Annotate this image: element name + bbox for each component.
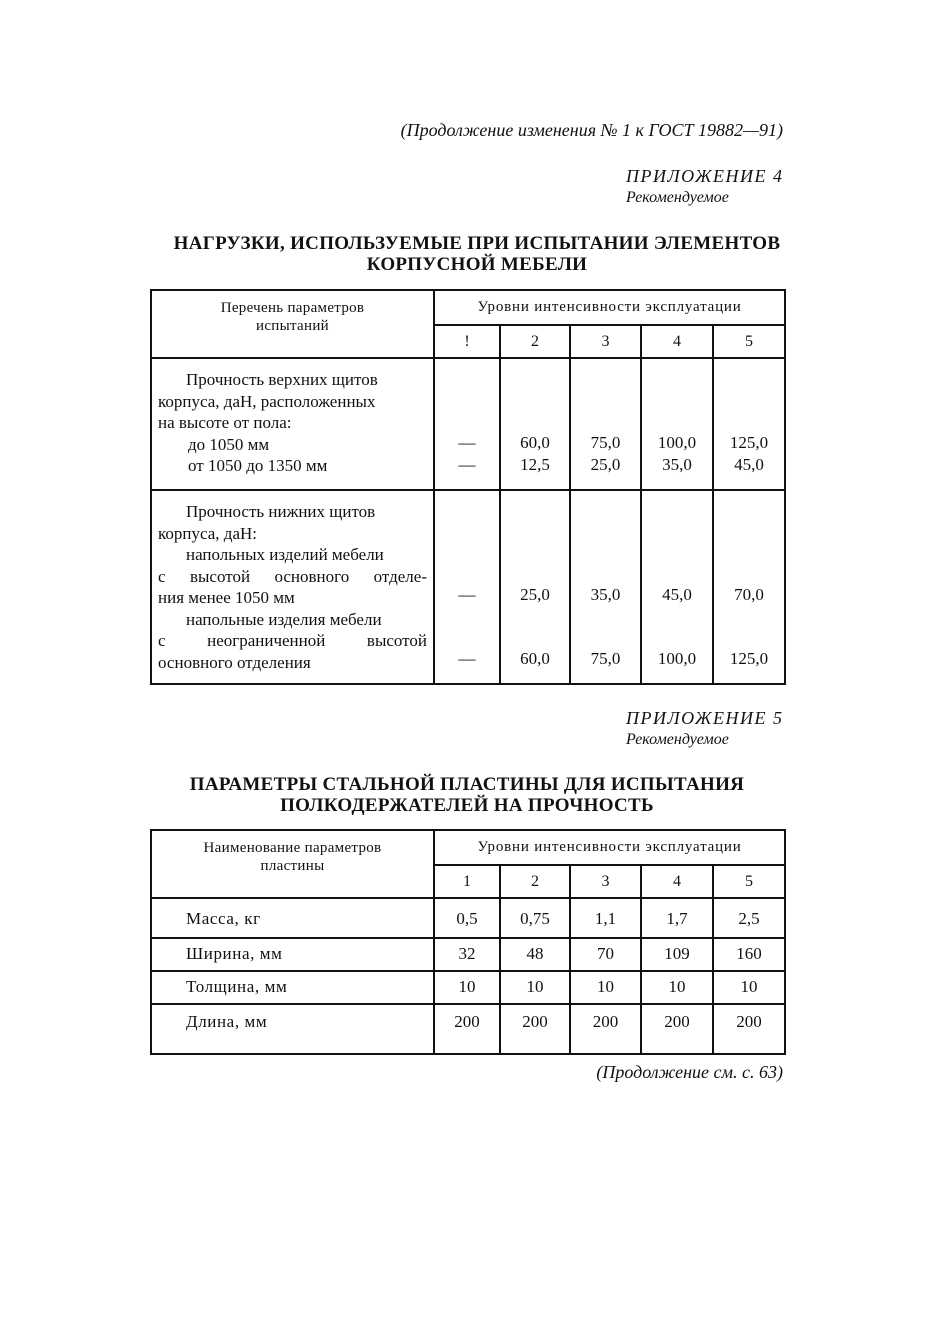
- value: 25,0: [520, 585, 550, 604]
- loads-table: [150, 289, 786, 685]
- value: 10: [434, 971, 500, 1004]
- col-header-levels: Уровни интенсивности эксплуатации: [434, 830, 785, 865]
- value-cell: [713, 490, 785, 684]
- level-header: 2: [500, 865, 570, 898]
- value: 60,0: [520, 649, 550, 668]
- value: 125,0: [729, 649, 769, 668]
- col-header-params: [151, 290, 434, 358]
- level-header: 3: [570, 865, 641, 898]
- appendix5-title: [120, 774, 814, 816]
- table-row: [151, 1004, 785, 1054]
- level-header: !: [434, 325, 500, 358]
- param-text: основного отделения: [158, 652, 311, 672]
- col-header-params-line2: пластины: [260, 858, 325, 874]
- param-text: напольных изделий мебели: [186, 545, 384, 564]
- param-cell-lower-panels: [151, 490, 434, 684]
- param-text: до 1050 мм: [188, 434, 270, 454]
- value-cell: [570, 358, 641, 490]
- appendix4-status: Рекомендуемое: [626, 189, 729, 206]
- value: 35,0: [662, 455, 692, 474]
- value: 200: [713, 1004, 785, 1054]
- value: 45,0: [734, 455, 764, 474]
- value-cell: [500, 490, 570, 684]
- param-text: ния менее 1050 мм: [158, 588, 295, 607]
- value: 60,0: [520, 433, 550, 452]
- level-header: 3: [570, 325, 641, 358]
- value: 10: [500, 971, 570, 1004]
- param-name: Масса, кг: [151, 898, 434, 938]
- level-header: 5: [713, 865, 785, 898]
- value: 200: [434, 1004, 500, 1054]
- value: —: [458, 585, 476, 604]
- value: 100,0: [657, 649, 697, 668]
- appendix5-label: ПРИЛОЖЕНИЕ 5: [626, 708, 784, 728]
- value: —: [458, 649, 476, 668]
- appendix5-status: Рекомендуемое: [626, 731, 729, 748]
- value: 1,7: [641, 898, 713, 938]
- appendix4-label: ПРИЛОЖЕНИЕ 4: [626, 166, 784, 186]
- col-header-params-line2: испытаний: [256, 318, 329, 334]
- table-row: [151, 971, 785, 1004]
- plate-parameters-table: [150, 829, 786, 1055]
- value-cell: [434, 358, 500, 490]
- value-cell: [500, 358, 570, 490]
- table-row: [151, 358, 785, 490]
- value: 200: [570, 1004, 641, 1054]
- table-row: [151, 898, 785, 938]
- appendix5-title-line2: ПОЛКОДЕРЖАТЕЛЕЙ НА ПРОЧНОСТЬ: [280, 795, 654, 816]
- level-header: 4: [641, 325, 713, 358]
- value-cell: [434, 490, 500, 684]
- col-header-params-line1: Перечень параметров: [220, 300, 365, 316]
- value-cell: [641, 490, 713, 684]
- value: 25,0: [590, 455, 621, 474]
- value: 2,5: [713, 898, 785, 938]
- value: —: [458, 433, 476, 452]
- value: 200: [641, 1004, 713, 1054]
- param-text: с неограниченной высотой: [158, 631, 427, 650]
- table-row: [151, 938, 785, 971]
- value: 109: [641, 938, 713, 971]
- param-text: с высотой основного отделе-: [158, 566, 427, 586]
- value: 75,0: [590, 649, 621, 668]
- level-header: 1: [434, 865, 500, 898]
- col-header-params: [151, 830, 434, 898]
- appendix4-title: [120, 233, 834, 275]
- col-header-levels: Уровни интенсивности эксплуатации: [434, 290, 785, 325]
- continuation-header: (Продолжение изменения № 1 к ГОСТ 19882—91): [400, 120, 783, 140]
- value: 70: [570, 938, 641, 971]
- value: 12,5: [520, 455, 550, 474]
- value: 100,0: [657, 433, 697, 452]
- value: 70,0: [734, 585, 764, 604]
- param-name: Длина, мм: [151, 1004, 434, 1054]
- param-cell-upper-panels: [151, 358, 434, 490]
- level-header: 4: [641, 865, 713, 898]
- table-row: [151, 490, 785, 684]
- value: 10: [641, 971, 713, 1004]
- value: 0,5: [434, 898, 500, 938]
- value-cell: [713, 358, 785, 490]
- param-text: от 1050 до 1350 мм: [188, 456, 328, 475]
- param-name: Толщина, мм: [151, 971, 434, 1004]
- value: 48: [500, 938, 570, 971]
- value-cell: [570, 490, 641, 684]
- value: 45,0: [662, 585, 692, 604]
- continuation-footer: (Продолжение см. с. 63): [596, 1062, 783, 1082]
- value: 32: [434, 938, 500, 971]
- value: —: [458, 455, 476, 474]
- param-text: на высоте от пола:: [158, 413, 292, 432]
- param-text: корпуса, даН:: [158, 523, 257, 543]
- value: 0,75: [500, 898, 570, 938]
- param-text: корпуса, даН, расположенных: [158, 391, 376, 411]
- value-cell: [641, 358, 713, 490]
- value: 200: [500, 1004, 570, 1054]
- level-header: 2: [500, 325, 570, 358]
- param-name: Ширина, мм: [151, 938, 434, 971]
- level-header: 5: [713, 325, 785, 358]
- value: 75,0: [590, 433, 621, 452]
- param-text: напольные изделия мебели: [186, 609, 382, 629]
- param-text: Прочность верхних щитов: [186, 370, 378, 389]
- value: 125,0: [729, 433, 769, 452]
- col-header-params-line1: Наименование параметров: [203, 840, 382, 856]
- appendix4-title-line1: НАГРУЗКИ, ИСПОЛЬЗУЕМЫЕ ПРИ ИСПЫТАНИИ ЭЛЕМЕНТОВ: [173, 233, 781, 254]
- value: 35,0: [590, 585, 621, 604]
- value: 10: [570, 971, 641, 1004]
- appendix5-title-line1: ПАРАМЕТРЫ СТАЛЬНОЙ ПЛАСТИНЫ ДЛЯ ИСПЫТАНИЯ: [189, 774, 745, 795]
- value: 10: [713, 971, 785, 1004]
- value: 1,1: [570, 898, 641, 938]
- value: 160: [713, 938, 785, 971]
- appendix4-title-line2: КОРПУСНОЙ МЕБЕЛИ: [366, 254, 588, 275]
- param-text: Прочность нижних щитов: [186, 502, 376, 521]
